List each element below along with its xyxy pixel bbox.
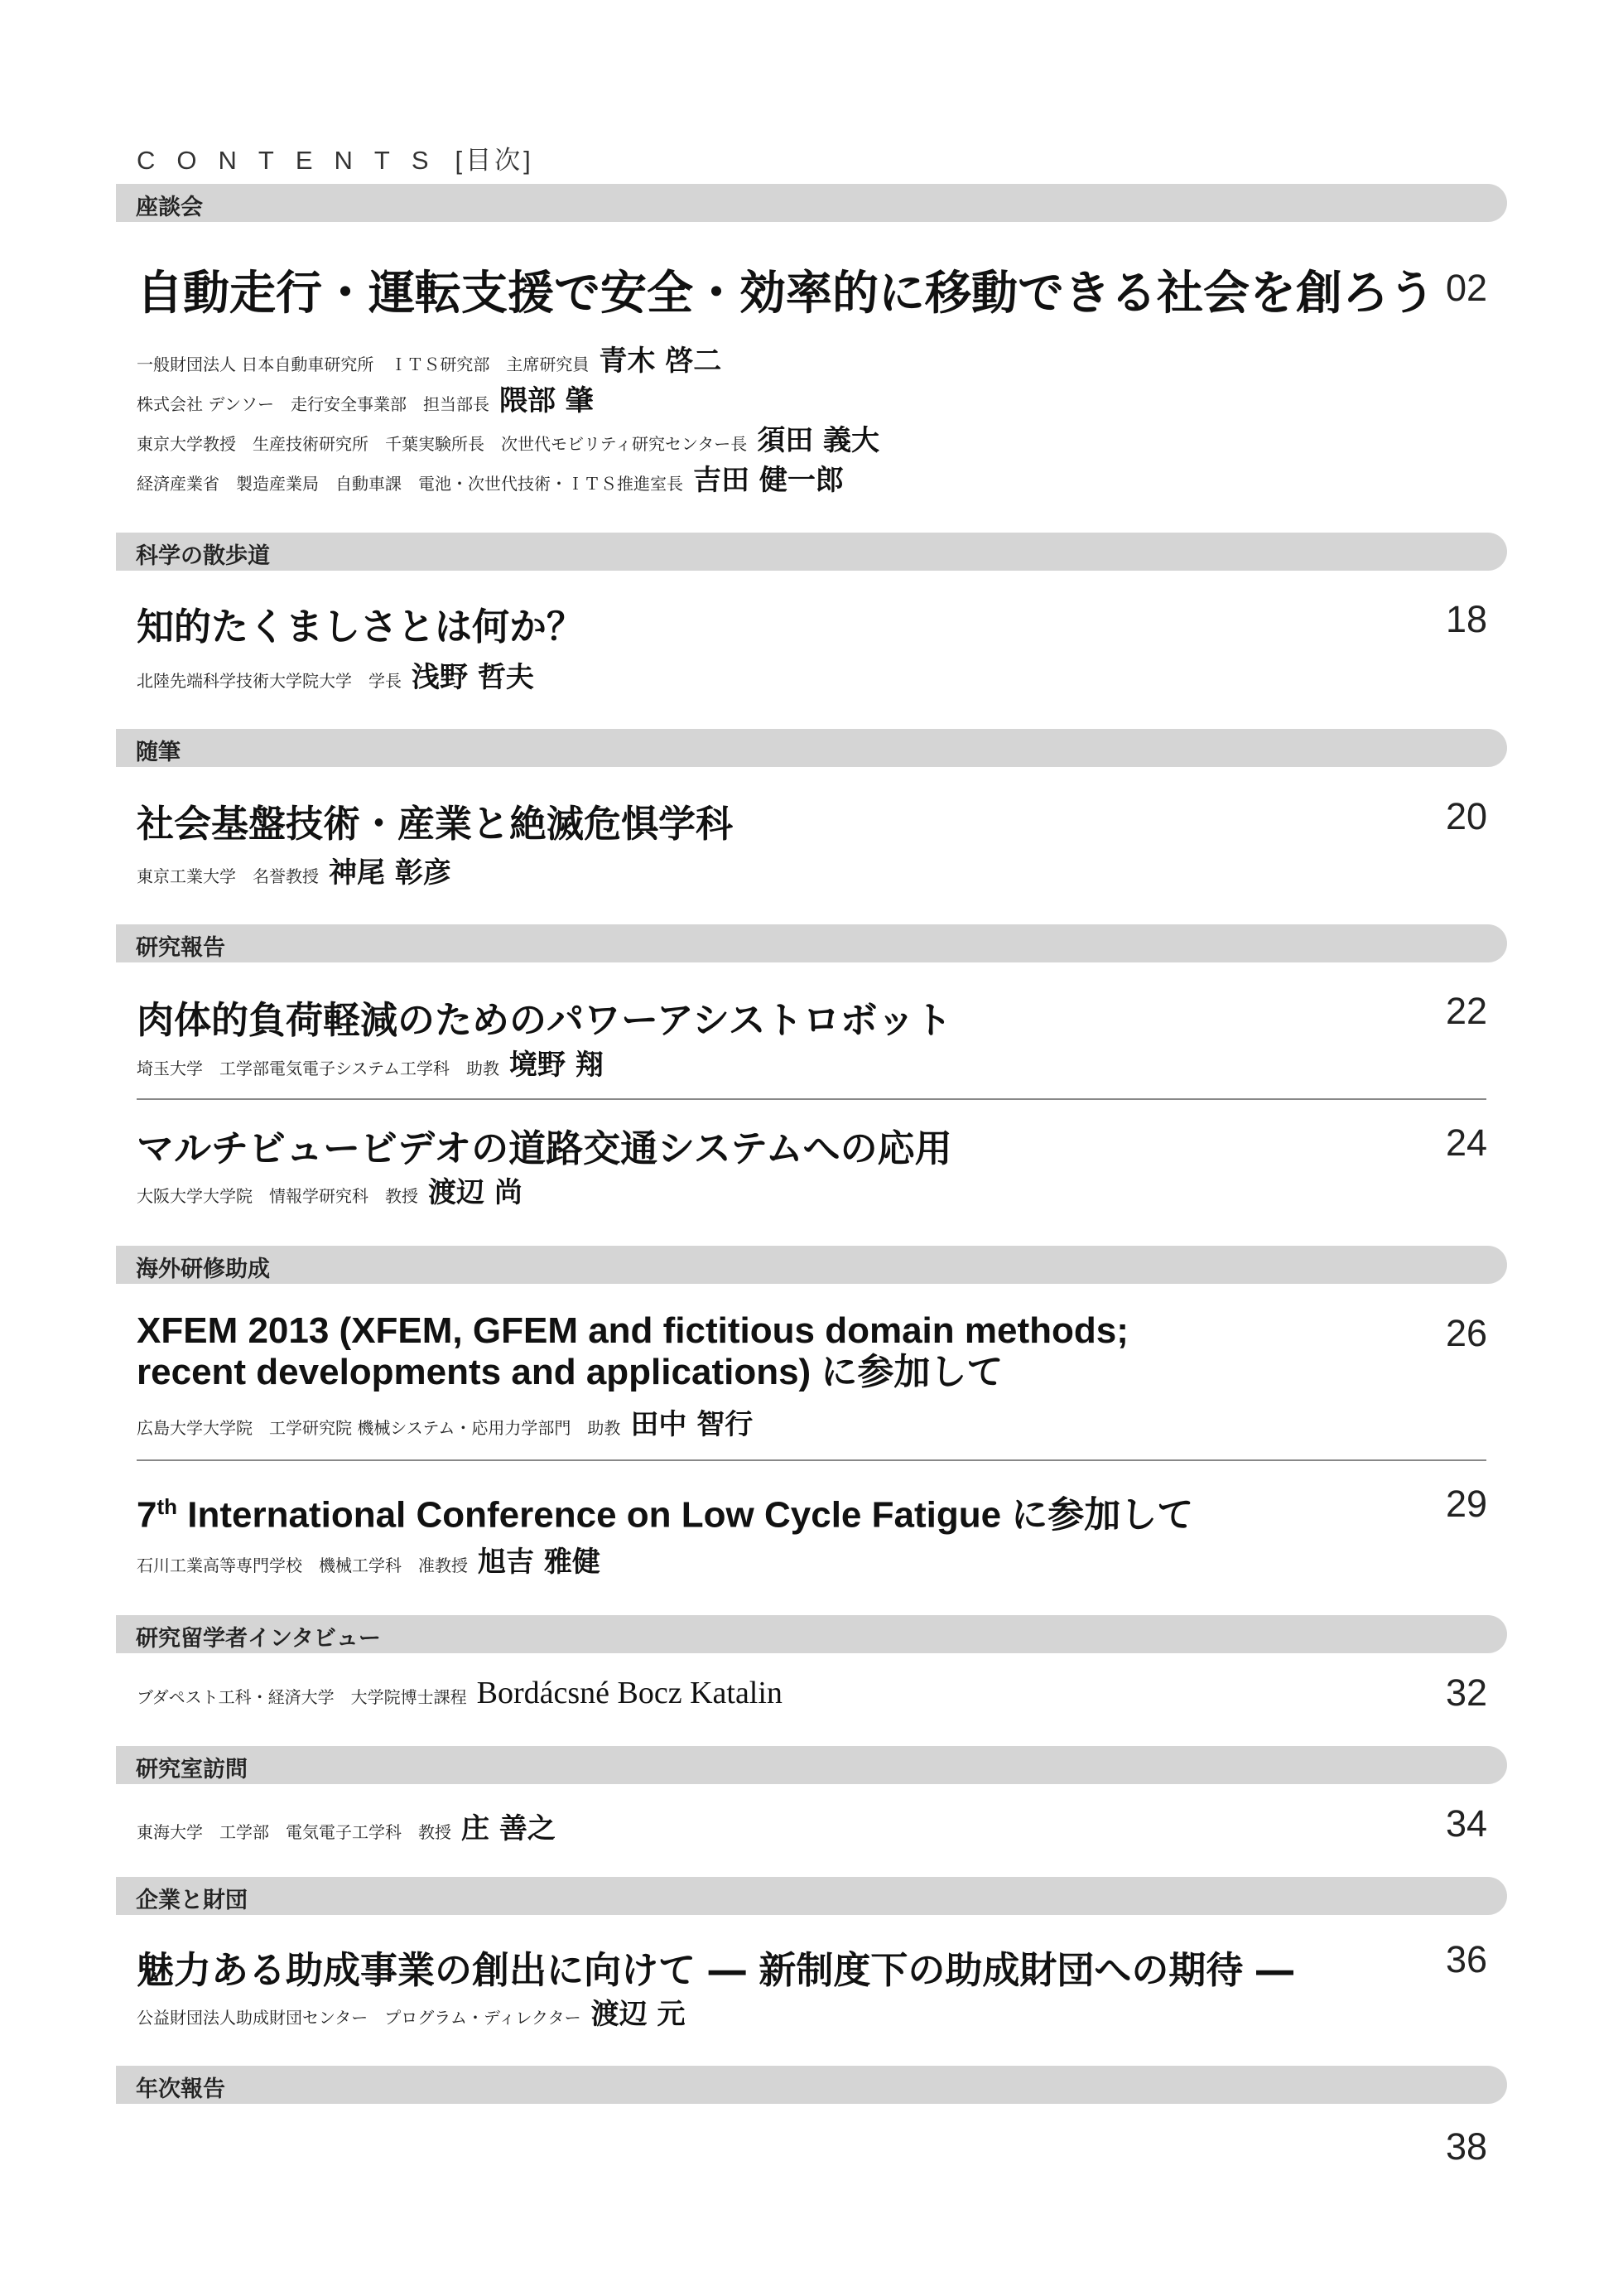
section-bar-kaigai [116,1246,1507,1284]
author-line [137,1170,523,1210]
author-affiliation: 埼玉大学 工学部電気電子システム工学科 助教 [137,1059,499,1078]
author-name: 青木 啓二 [599,345,722,378]
page-number: 26 [1445,1312,1487,1354]
author-name: Bordácsné Bocz Katalin [476,1676,783,1710]
author-affiliation: 一般財団法人 日本自動車研究所 ＩＴＳ研究部 主席研究員 [137,355,590,374]
page-number: 18 [1445,598,1487,640]
author-line [137,850,451,890]
title-ordinal-suffix: th [157,1494,178,1519]
section-label: 企業と財団 [136,1888,248,1913]
section-label: 座談会 [136,195,203,220]
section-bar-interview [116,1615,1507,1653]
author-affiliation: 東京工業大学 名誉教授 [137,866,319,886]
author-line [137,1539,600,1580]
page-number: 32 [1445,1671,1487,1714]
section-label: 随筆 [136,740,181,765]
author-name: 庄 善之 [461,1812,556,1845]
article-title[interactable]: 自動走行・運転支援で安全・効率的に移動できる社会を創ろう [137,267,1435,321]
entry-divider [137,1098,1486,1100]
author-name: 田中 智行 [630,1408,754,1441]
author-line [137,1991,685,2032]
page-number: 24 [1445,1121,1487,1164]
section-bar-nenji [116,2066,1507,2104]
entry-divider [137,1459,1486,1461]
page-number: 29 [1445,1483,1487,1525]
section-bar-lab-visit [116,1746,1507,1784]
author-line [137,338,721,379]
section-bar-kagaku [116,533,1507,571]
section-bar-kenkyu-hokoku [116,924,1507,962]
author-line [137,378,594,418]
author-line [137,1675,783,1711]
article-title[interactable]: 社会基盤技術・産業と絶滅危惧学科 [137,802,734,846]
author-line [137,1806,556,1846]
article-title[interactable]: 知的たくましさとは何か？ [137,605,585,649]
section-label: 年次報告 [136,2077,225,2102]
author-affiliation: 東海大学 工学部 電気電子工学科 教授 [137,1822,451,1842]
author-affiliation: 経済産業省 製造産業局 自動車課 電池・次世代技術・ＩＴＳ推進室長 [137,474,683,494]
author-name: 渡辺 尚 [428,1176,523,1209]
section-bar-zuihitsu [116,729,1507,767]
contents-header [137,139,534,176]
author-affiliation: 東京大学教授 生産技術研究所 千葉実験所長 次世代モビリティ研究センター長 [137,434,748,454]
author-line [137,1401,753,1442]
author-name: 隈部 肇 [498,384,594,417]
author-name: 渡辺 元 [590,1998,686,2031]
title-number: 7 [137,1494,157,1536]
author-affiliation: 広島大学大学院 工学研究院 機械システム・応用力学部門 助教 [137,1418,621,1438]
page-number: 02 [1445,267,1487,309]
page-number: 22 [1445,990,1487,1032]
section-label: 科学の散歩道 [136,543,270,569]
article-title-line: XFEM 2013 (XFEM, GFEM and fictitious domain methods; [137,1310,1129,1351]
article-title[interactable]: 魅力ある助成事業の創出に向けて ― 新制度下の助成財団への期待 ― [137,1948,1294,1992]
page-number: 36 [1445,1938,1487,1980]
section-label: 海外研修助成 [136,1257,270,1282]
page-number: 20 [1445,795,1487,837]
author-name: 須田 義大 [757,424,880,457]
section-label: 研究報告 [136,935,225,961]
author-line [137,457,844,498]
section-bar-kigyo [116,1877,1507,1915]
author-affiliation: 大阪大学大学院 情報学研究科 教授 [137,1186,418,1206]
author-line [137,654,534,695]
author-name: 旭吉 雅健 [478,1546,600,1579]
section-label: 研究室訪問 [136,1757,248,1782]
title-rest: International Conference on Low Cycle Fatigue に参加して [177,1494,1194,1536]
page-number: 34 [1445,1802,1487,1845]
article-title-line: recent developments and applications) に参加して [137,1352,1004,1392]
section-bar-zadankai [116,184,1507,222]
author-name: 神尾 彰彦 [329,856,451,890]
author-affiliation: 石川工業高等専門学校 機械工学科 准教授 [137,1556,468,1575]
author-affiliation: 株式会社 デンソー 走行安全事業部 担当部長 [137,394,489,414]
article-title[interactable]: マルチビュービデオの道路交通システムへの応用 [137,1126,952,1170]
article-title[interactable]: 肉体的負荷軽減のためのパワーアシストロボット [137,998,952,1042]
contents-label: CONTENTS [137,146,450,175]
contents-jp-label: [目次] [455,146,534,175]
author-affiliation: 公益財団法人助成財団センター プログラム・ディレクター [137,2008,581,2028]
section-label: 研究留学者インタビュー [136,1626,381,1652]
author-name: 浅野 哲夫 [412,661,534,694]
article-title[interactable] [137,1310,1129,1393]
article-title[interactable] [137,1486,1193,1536]
page-number: 38 [1445,2125,1487,2168]
author-line [137,1042,604,1083]
author-name: 吉田 健一郎 [693,464,844,497]
author-affiliation: 北陸先端科学技術大学院大学 学長 [137,671,402,691]
author-affiliation: ブダペスト工科・経済大学 大学院博士課程 [137,1687,467,1707]
author-name: 境野 翔 [509,1049,604,1082]
author-line [137,417,879,458]
